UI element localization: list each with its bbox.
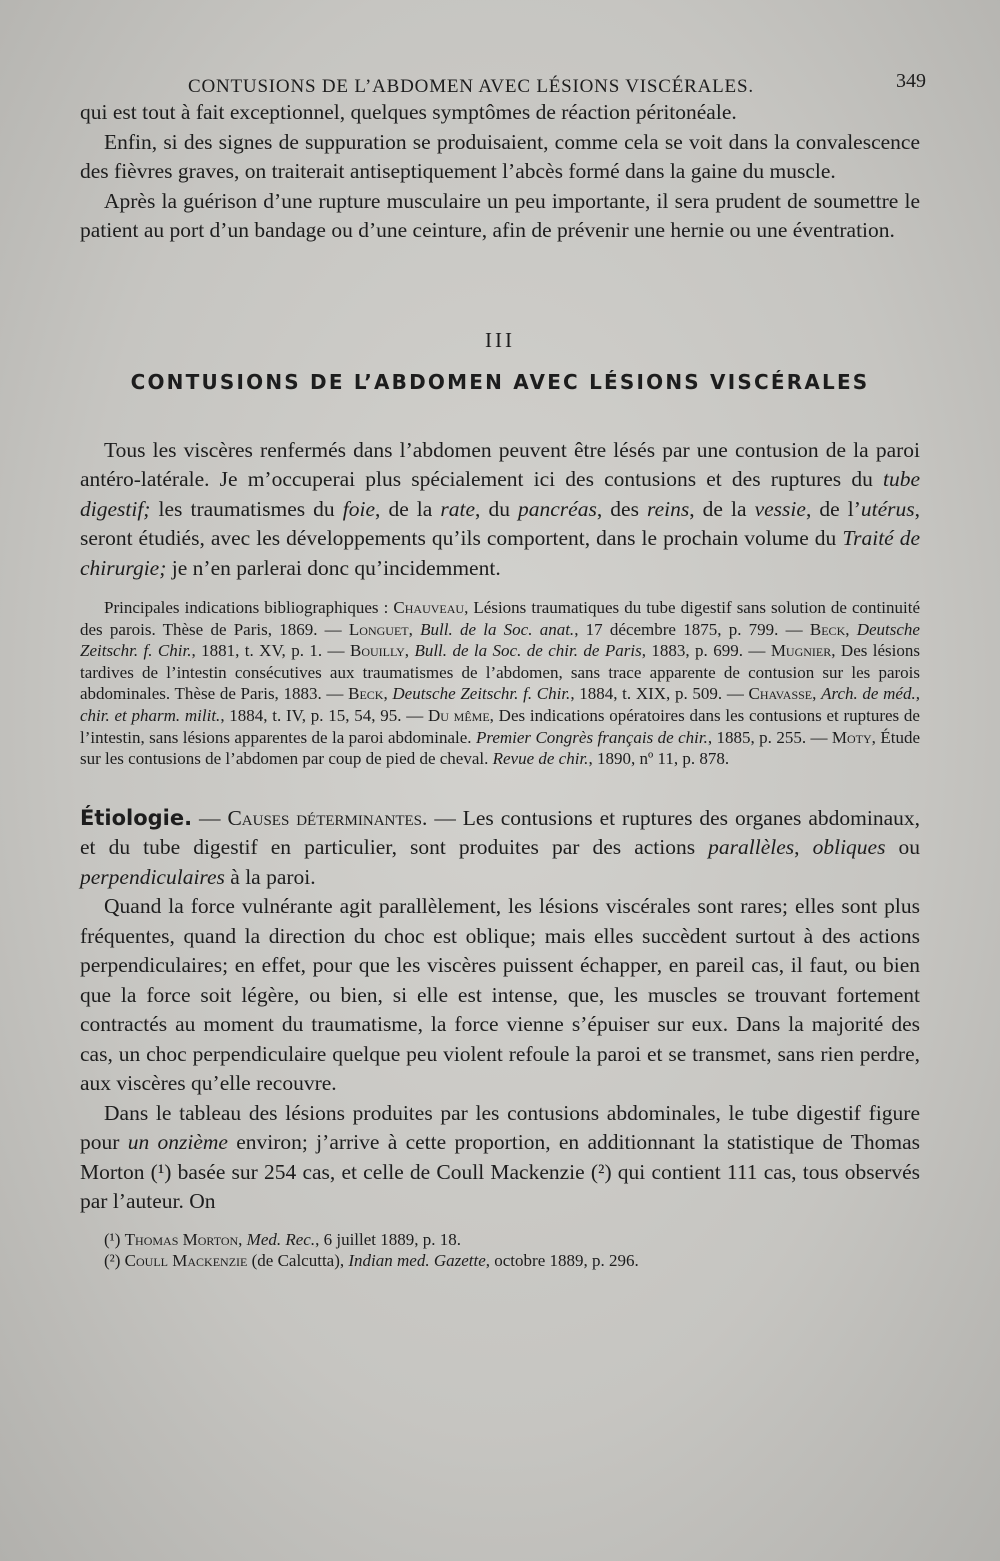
paragraph-suppuration: Enfin, si des signes de suppuration se produisaient, comme cela se voit dans la convalescence des fièvres graves, on traiterait antiseptiquement l’abcès formé dans la gaine du muscle. [80,129,920,183]
paragraph-intro: Tous les viscères renfermés dans l’abdomen peuvent être lésés par une contusion de la paroi antéro-latérale. Je m’occuperai plus spécialement ici des contusions et des ruptures du tube digestif; les traumatismes du foie, de la rate, du pancréas, des reins, de la vessie, de l’utérus, seront étudiés, avec les développements qu’ils comportent, dans le prochain volume du Traité de chirurgie; je n’en parlerai donc qu’incidemment. [80,437,921,580]
paragraph-table: Dans le tableau des lésions produites par les contusions abdominales, le tube digestif figure pour un onzième environ; j’arrive à cette proportion, en additionnant la statistique de Thomas Morton (¹) basée sur 254 cas, et celle de Coull Mackenzie (²) qui contient 111 cas, tous observés par l’auteur. On [80,1100,920,1214]
footnote-2: (²) Coull Mackenzie (de Calcutta), Indian med. Gazette, octobre 1889, p. 296. [104,1250,639,1270]
paragraph-continuation: qui est tout à fait exceptionnel, quelques symptômes de réaction péritonéale. [80,100,737,124]
etiology-label: Étiologie. [80,805,193,830]
paragraph-etiology: Étiologie. — Causes déterminantes. — Les contusions et ruptures des organes abdominaux, et du tube digestif en particulier, sont produites par des actions parallèles, obliques ou perpendiculaires à la paroi. [80,805,921,889]
page-number: 349 [896,70,926,92]
section-number: III [485,327,515,352]
paragraph-rupture-treatment: Après la guérison d’une rupture musculaire un peu importante, il sera prudent de soumettre le patient au port d’un bandage ou d’une ceinture, afin de prévenir une hernie ou une éventration. [80,188,920,242]
footnotes [80,1229,920,1271]
running-title: CONTUSIONS DE L’ABDOMEN AVEC LÉSIONS VISCÉRALES. [188,76,754,97]
footnote-1: (¹) Thomas Morton, Med. Rec., 6 juillet 1889, p. 18. [104,1229,462,1249]
paragraph-force: Quand la force vulnérante agit parallèlement, les lésions viscérales sont rares; elles sont plus fréquentes, quand la direction du choc est oblique; mais elles succèdent surtout à des actions perpendiculaires; en effet, pour que les viscères puissent échapper, en pareil cas, il faut, ou bien que la force soit légère, ou bien, si elle est intense, que, les muscles se trouvant fortement contractés au moment du traumatisme, la force vienne s’épuiser sur eux. Dans la majorité des cas, un choc perpendiculaire quelque peu violent refoule la paroi et se transmet, sans rien perdre, aux viscères qu’elle recouvre. [80,894,920,1096]
bibliography: Principales indications bibliographiques : Chauveau, Lésions traumatiques du tube digestif sans solution de continuité des parois. Thèse de Paris, 1869. — Longuet, Bull. de la Soc. anat., 17 décembre 1875, p. 799. — Beck, Deutsche Zeitschr. f. Chir., 1881, t. XV, p. 1. — Bouilly, Bull. de la Soc. de chir. de Paris, 1883, p. 699. — Mugnier, Des lésions tardives de l’intestin consécutives aux traumatismes de l’abdomen, sans trace apparente de contusion sur les parois abdominales. Thèse de Paris, 1883. — Beck, Deutsche Zeitschr. f. Chir., 1884, t. XIX, p. 509. — Chavasse, Arch. de méd., chir. et pharm. milit., 1884, t. IV, p. 15, 54, 95. — Du même, Des indications opératoires dans les contusions et ruptures de l’intestin, sans lésions apparentes de la paroi abdominale. Premier Congrès français de chir., 1885, p. 255. — Moty, Étude sur les contusions de l’abdomen par coup de pied de cheval. Revue de chir., 1890, nº 11, p. 878. [80,598,921,769]
section-heading: CONTUSIONS DE L’ABDOMEN AVEC LÉSIONS VISCÉRALES [130,369,870,394]
running-head [80,66,926,98]
